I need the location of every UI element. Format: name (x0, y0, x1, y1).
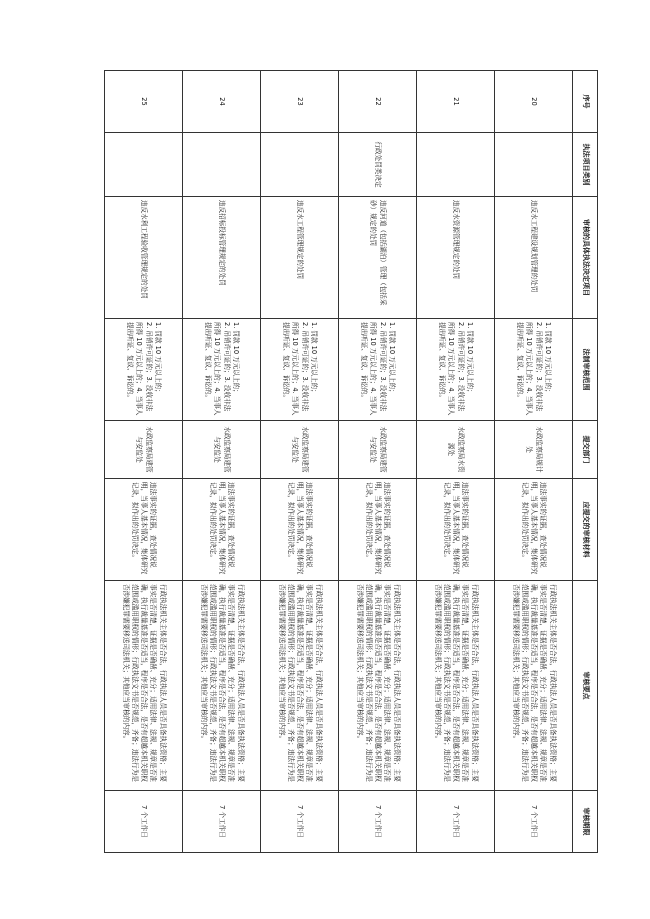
deadline-cell: 7 个工作日 (417, 791, 495, 853)
scope-cell (261, 319, 339, 421)
deadline-cell: 7 个工作日 (261, 791, 339, 853)
category-cell (261, 133, 339, 197)
scope-line: 2. 吊销许可证的；3. 没收非法所得 10 万元以上的；4. 当事人提出听证、复议、诉讼的。 (204, 322, 231, 416)
category-cell (183, 133, 261, 197)
table-row (339, 71, 417, 853)
materials-cell: 违法事实的证据，查处情况说明，当事人基本情况，集体研究记录，拟作出的处罚决定。 (183, 479, 261, 581)
category-cell (495, 133, 573, 197)
table-row (183, 71, 261, 853)
scope-line: 2. 吊销许可证的；3. 没收非法所得 10 万元以上的；4. 当事人提出听证、复议、诉讼的。 (438, 322, 465, 416)
scope-cell (183, 319, 261, 421)
scope-line: 1. 罚款 10 万元以上的； (309, 322, 318, 396)
table-row (495, 71, 573, 853)
row-number: 24 (183, 71, 261, 133)
scope-line: 2. 吊销许可证的；3. 没收非法所得 10 万元以上的；4. 当事人提出听证、复议、诉讼的。 (516, 322, 543, 416)
item-cell: 违反水利工程验收管理规定的处罚 (105, 197, 183, 319)
review-points-cell: 行政执法机关主体是否合法，行政执法人员是否具备执法资格；主要事实是否清楚，证据是否确凿、充分；适用法律、法规、规章是否准确，执行裁量基准是否适当，程序是否合法，是否有超越本机关职权范围或滥用职权的情形；行政执法文书是否规范，齐备；违法行为是否涉嫌犯罪需要移送司法机关；其他应当审核的内容。 (339, 581, 417, 791)
dept-cell: 水政监察局建管与安监处 (339, 421, 417, 479)
rotated-table-container (104, 70, 598, 852)
row-number: 23 (261, 71, 339, 133)
review-points-cell: 行政执法机关主体是否合法，行政执法人员是否具备执法资格；主要事实是否清楚，证据是否确凿、充分；适用法律、法规、规章是否准确，执行裁量基准是否适当，程序是否合法，是否有超越本机关职权范围或滥用职权的情形；行政执法文书是否规范，齐备；违法行为是否涉嫌犯罪需要移送司法机关；其他应当审核的内容。 (261, 581, 339, 791)
review-points-cell: 行政执法机关主体是否合法，行政执法人员是否具备执法资格；主要事实是否清楚，证据是否确凿、充分；适用法律、法规、规章是否准确，执行裁量基准是否适当，程序是否合法，是否有超越本机关职权范围或滥用职权的情形；行政执法文书是否规范，齐备；违法行为是否涉嫌犯罪需要移送司法机关；其他应当审核的内容。 (495, 581, 573, 791)
scope-line: 2. 吊销许可证的；3. 没收非法所得 10 万元以上的；4. 当事人提出听证、复议、诉讼的。 (126, 322, 153, 416)
dept-cell: 水政监察局规计处 (495, 421, 573, 479)
scope-line: 2. 吊销许可证的；3. 没收非法所得 10 万元以上的；4. 当事人提出听证、复议、诉讼的。 (282, 322, 309, 416)
dept-cell: 水政监察局建管与安监处 (105, 421, 183, 479)
row-number: 25 (105, 71, 183, 133)
materials-cell: 违法事实的证据，查处情况说明，当事人基本情况，集体研究记录，拟作出的处罚决定。 (105, 479, 183, 581)
table-row (105, 71, 183, 853)
scope-cell (339, 319, 417, 421)
dept-cell: 水政监察局水资源处 (417, 421, 495, 479)
table-row (261, 71, 339, 853)
col-header-review-points: 审核要点 (573, 581, 598, 791)
scope-cell (495, 319, 573, 421)
scope-line: 1. 罚款 10 万元以上的； (231, 322, 240, 396)
row-number: 21 (417, 71, 495, 133)
review-points-cell: 行政执法机关主体是否合法，行政执法人员是否具备执法资格；主要事实是否清楚，证据是否确凿、充分；适用法律、法规、规章是否准确，执行裁量基准是否适当，程序是否合法，是否有超越本机关职权范围或滥用职权的情形；行政执法文书是否规范，齐备；违法行为是否涉嫌犯罪需要移送司法机关；其他应当审核的内容。 (183, 581, 261, 791)
deadline-cell: 7 个工作日 (495, 791, 573, 853)
item-cell: 违反水工程建设规划管理的处罚 (495, 197, 573, 319)
category-cell (417, 133, 495, 197)
scope-line: 1. 罚款 10 万元以上的； (387, 322, 396, 396)
header-row (573, 71, 598, 853)
col-header-no: 序号 (573, 71, 598, 133)
item-cell: 违反河道（包括湖泊）管理（包括采砂）规定的处罚 (339, 197, 417, 319)
scope-line: 1. 罚款 10 万元以上的； (543, 322, 552, 396)
col-header-dept: 提交部门 (573, 421, 598, 479)
scope-line: 1. 罚款 10 万元以上的； (153, 322, 162, 396)
col-header-deadline: 审核期限 (573, 791, 598, 853)
category-cell (105, 133, 183, 197)
deadline-cell: 7 个工作日 (339, 791, 417, 853)
col-header-category: 执法项目类别 (573, 133, 598, 197)
scope-cell (417, 319, 495, 421)
item-cell: 违反招标投标管理规定的处罚 (183, 197, 261, 319)
deadline-cell: 7 个工作日 (105, 791, 183, 853)
item-cell: 违反水资源管理规定的处罚 (417, 197, 495, 319)
row-number: 22 (339, 71, 417, 133)
col-header-materials: 应提交的审核材料 (573, 479, 598, 581)
item-cell: 违反水工程管理规定的处罚 (261, 197, 339, 319)
materials-cell: 违法事实的证据，查处情况说明，当事人基本情况，集体研究记录，拟作出的处罚决定。 (495, 479, 573, 581)
category-cell: 行政处罚类决定 (339, 133, 417, 197)
dept-cell: 水政监察局建管与安监处 (183, 421, 261, 479)
scope-line: 1. 罚款 10 万元以上的； (465, 322, 474, 396)
materials-cell: 违法事实的证据，查处情况说明，当事人基本情况，集体研究记录，拟作出的处罚决定。 (339, 479, 417, 581)
scope-line: 2. 吊销许可证的；3. 没收非法所得 10 万元以上的；4. 当事人提出听证、复议、诉讼的。 (360, 322, 387, 416)
deadline-cell: 7 个工作日 (183, 791, 261, 853)
col-header-scope: 法制审核范围 (573, 319, 598, 421)
materials-cell: 违法事实的证据，查处情况说明，当事人基本情况，集体研究记录，拟作出的处罚决定。 (261, 479, 339, 581)
table-row (417, 71, 495, 853)
review-points-cell: 行政执法机关主体是否合法，行政执法人员是否具备执法资格；主要事实是否清楚，证据是否确凿、充分；适用法律、法规、规章是否准确，执行裁量基准是否适当，程序是否合法，是否有超越本机关职权范围或滥用职权的情形；行政执法文书是否规范，齐备；违法行为是否涉嫌犯罪需要移送司法机关；其他应当审核的内容。 (105, 581, 183, 791)
scope-cell (105, 319, 183, 421)
review-points-cell: 行政执法机关主体是否合法，行政执法人员是否具备执法资格；主要事实是否清楚，证据是否确凿、充分；适用法律、法规、规章是否准确，执行裁量基准是否适当，程序是否合法，是否有超越本机关职权范围或滥用职权的情形；行政执法文书是否规范，齐备；违法行为是否涉嫌犯罪需要移送司法机关；其他应当审核的内容。 (417, 581, 495, 791)
dept-cell: 水政监察局建管与安监处 (261, 421, 339, 479)
review-table (104, 70, 598, 853)
row-number: 20 (495, 71, 573, 133)
col-header-item: 审核的具体执法决定项目 (573, 197, 598, 319)
materials-cell: 违法事实的证据，查处情况说明，当事人基本情况，集体研究记录，拟作出的处罚决定。 (417, 479, 495, 581)
